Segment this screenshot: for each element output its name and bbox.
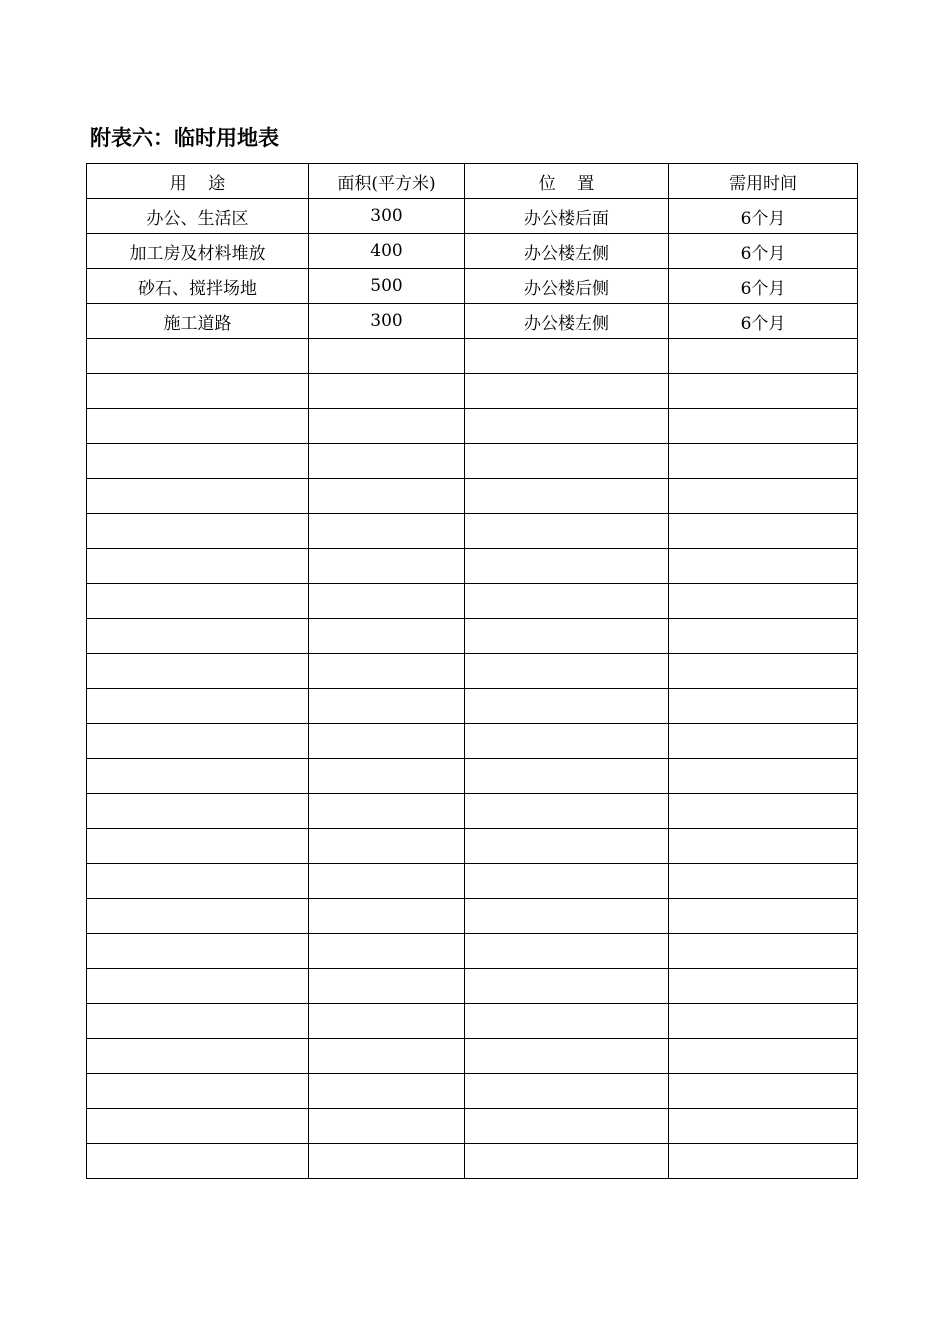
table-row <box>87 479 858 514</box>
table-row <box>87 619 858 654</box>
cell-area <box>309 479 465 514</box>
cell-usage <box>87 759 309 794</box>
cell-usage <box>87 899 309 934</box>
cell-usage <box>87 794 309 829</box>
cell-location <box>465 1074 669 1109</box>
cell-usage <box>87 374 309 409</box>
header-duration: 需用时间 <box>669 164 858 199</box>
cell-duration <box>669 619 858 654</box>
header-usage: 用 途 <box>87 164 309 199</box>
page-title: 附表六：临时用地表 <box>90 126 279 150</box>
cell-area <box>309 934 465 969</box>
cell-area <box>309 444 465 479</box>
cell-usage <box>87 584 309 619</box>
cell-duration <box>669 374 858 409</box>
cell-duration <box>669 479 858 514</box>
table-row <box>87 304 858 339</box>
cell-location <box>465 864 669 899</box>
cell-usage <box>87 724 309 759</box>
cell-duration <box>669 514 858 549</box>
cell-duration <box>669 759 858 794</box>
cell-area <box>309 1039 465 1074</box>
cell-area <box>309 654 465 689</box>
cell-area <box>309 1074 465 1109</box>
cell-duration <box>669 549 858 584</box>
table-row <box>87 864 858 899</box>
table-row <box>87 584 858 619</box>
table-row <box>87 549 858 584</box>
table-row <box>87 234 858 269</box>
cell-duration <box>669 899 858 934</box>
table-row <box>87 1004 858 1039</box>
cell-duration <box>669 1074 858 1109</box>
cell-usage <box>87 1039 309 1074</box>
table-body <box>87 199 858 1179</box>
cell-location <box>465 514 669 549</box>
cell-location <box>465 654 669 689</box>
cell-location <box>465 934 669 969</box>
cell-usage: 施工道路 <box>87 304 309 339</box>
cell-location: 办公楼左侧 <box>465 304 669 339</box>
cell-duration <box>669 689 858 724</box>
cell-area <box>309 1144 465 1179</box>
cell-location <box>465 794 669 829</box>
cell-usage <box>87 689 309 724</box>
cell-area <box>309 899 465 934</box>
cell-location <box>465 619 669 654</box>
cell-duration <box>669 829 858 864</box>
cell-duration <box>669 1144 858 1179</box>
header-area: 面积(平方米) <box>309 164 465 199</box>
cell-duration <box>669 934 858 969</box>
cell-location: 办公楼左侧 <box>465 234 669 269</box>
table-row <box>87 374 858 409</box>
cell-usage: 办公、生活区 <box>87 199 309 234</box>
cell-area: 300 <box>309 199 465 234</box>
cell-duration: 6个月 <box>669 234 858 269</box>
cell-area <box>309 689 465 724</box>
table-row <box>87 269 858 304</box>
table-row <box>87 829 858 864</box>
table-row <box>87 794 858 829</box>
cell-area <box>309 1109 465 1144</box>
cell-location <box>465 829 669 864</box>
cell-usage <box>87 619 309 654</box>
cell-duration <box>669 864 858 899</box>
cell-usage: 砂石、搅拌场地 <box>87 269 309 304</box>
cell-area: 400 <box>309 234 465 269</box>
cell-location <box>465 479 669 514</box>
cell-usage <box>87 654 309 689</box>
table-row <box>87 514 858 549</box>
cell-area <box>309 829 465 864</box>
table-row <box>87 899 858 934</box>
cell-area <box>309 374 465 409</box>
cell-location <box>465 689 669 724</box>
cell-area <box>309 549 465 584</box>
cell-duration: 6个月 <box>669 199 858 234</box>
cell-usage <box>87 1004 309 1039</box>
cell-location <box>465 724 669 759</box>
cell-usage <box>87 514 309 549</box>
table-row <box>87 1039 858 1074</box>
cell-duration <box>669 1039 858 1074</box>
cell-usage <box>87 934 309 969</box>
cell-duration: 6个月 <box>669 304 858 339</box>
cell-area <box>309 864 465 899</box>
cell-usage <box>87 969 309 1004</box>
cell-location <box>465 374 669 409</box>
cell-area <box>309 1004 465 1039</box>
cell-duration <box>669 409 858 444</box>
cell-usage <box>87 1144 309 1179</box>
cell-area <box>309 339 465 374</box>
cell-location <box>465 549 669 584</box>
cell-area: 500 <box>309 269 465 304</box>
table-row <box>87 759 858 794</box>
cell-usage <box>87 549 309 584</box>
table-row <box>87 724 858 759</box>
table-row <box>87 934 858 969</box>
cell-area <box>309 409 465 444</box>
cell-duration <box>669 724 858 759</box>
cell-area <box>309 584 465 619</box>
cell-area <box>309 969 465 1004</box>
cell-location <box>465 444 669 479</box>
cell-location <box>465 759 669 794</box>
cell-location: 办公楼后面 <box>465 199 669 234</box>
cell-usage <box>87 829 309 864</box>
table-header-row <box>87 164 858 199</box>
cell-duration <box>669 339 858 374</box>
cell-usage <box>87 479 309 514</box>
cell-usage: 加工房及材料堆放 <box>87 234 309 269</box>
cell-duration <box>669 1004 858 1039</box>
table-row <box>87 444 858 479</box>
cell-duration: 6个月 <box>669 269 858 304</box>
table-row <box>87 1144 858 1179</box>
cell-duration <box>669 654 858 689</box>
cell-location <box>465 1039 669 1074</box>
cell-location <box>465 899 669 934</box>
cell-area <box>309 794 465 829</box>
cell-usage <box>87 1074 309 1109</box>
temporary-land-table <box>86 163 858 1179</box>
cell-area <box>309 619 465 654</box>
header-location: 位 置 <box>465 164 669 199</box>
cell-duration <box>669 584 858 619</box>
cell-location <box>465 1109 669 1144</box>
cell-location <box>465 409 669 444</box>
cell-usage <box>87 1109 309 1144</box>
cell-usage <box>87 409 309 444</box>
table-row <box>87 969 858 1004</box>
cell-usage <box>87 444 309 479</box>
cell-location <box>465 339 669 374</box>
table-row <box>87 1074 858 1109</box>
table-row <box>87 1109 858 1144</box>
cell-duration <box>669 969 858 1004</box>
cell-usage <box>87 864 309 899</box>
table-row <box>87 654 858 689</box>
cell-usage <box>87 339 309 374</box>
cell-area: 300 <box>309 304 465 339</box>
cell-location <box>465 1004 669 1039</box>
cell-area <box>309 724 465 759</box>
table-row <box>87 689 858 724</box>
cell-location <box>465 1144 669 1179</box>
cell-duration <box>669 794 858 829</box>
cell-duration <box>669 444 858 479</box>
table-row <box>87 339 858 374</box>
cell-location <box>465 969 669 1004</box>
cell-location: 办公楼后侧 <box>465 269 669 304</box>
table-row <box>87 199 858 234</box>
cell-duration <box>669 1109 858 1144</box>
cell-area <box>309 514 465 549</box>
cell-location <box>465 584 669 619</box>
cell-area <box>309 759 465 794</box>
table-row <box>87 409 858 444</box>
